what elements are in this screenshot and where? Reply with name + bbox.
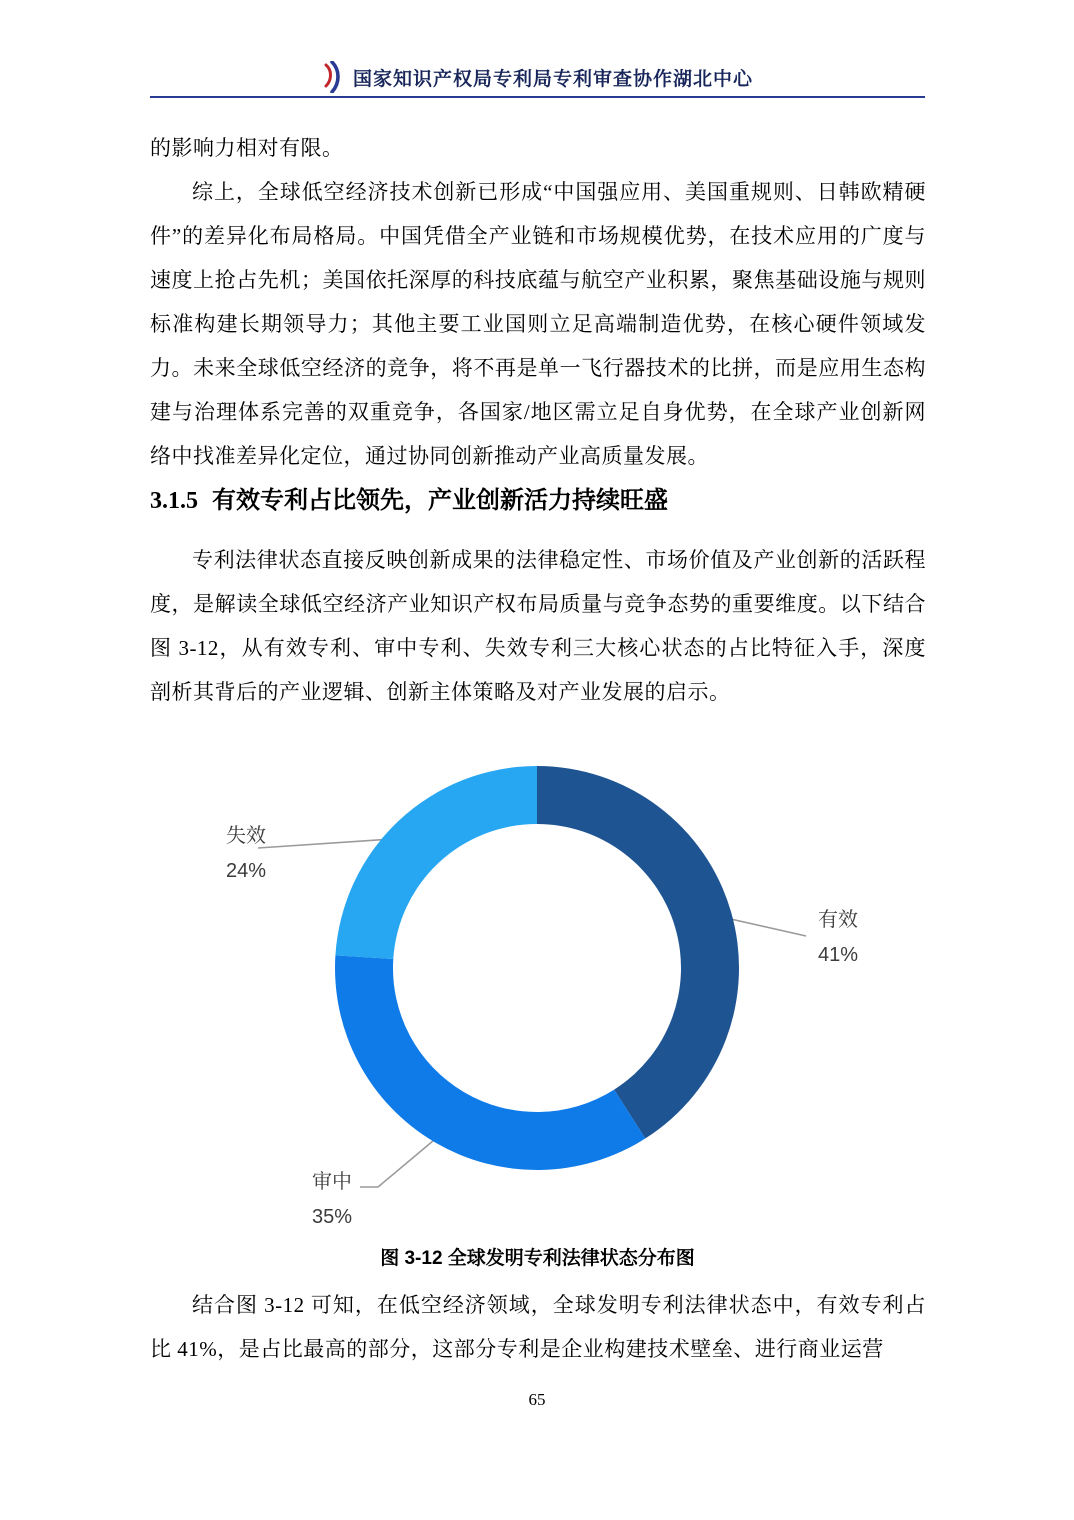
- slice-label-youxiao: [818, 903, 858, 973]
- slice-label-shenzhong: [312, 1165, 352, 1235]
- center-logo-icon: [322, 61, 341, 93]
- slice-label-youxiao-name: 有效: [818, 909, 858, 931]
- donut-slices: [335, 766, 739, 1170]
- slice-label-youxiao-pct: 41%: [818, 944, 859, 966]
- page-number: 65: [528, 1390, 546, 1409]
- section-title: 有效专利占比领先，产业创新活力持续旺盛: [212, 487, 668, 514]
- donut-slice-2: [335, 766, 537, 959]
- paragraph-2: 综上，全球低空经济技术创新已形成“中国强应用、美国重规则、日韩欧精硬件”的差异化布局格局。中国凭借全产业链和市场规模优势，在技术应用的广度与速度上抢占先机；美国依托深厚的科技底蕴与航空产业积累，聚焦基础设施与规则标准构建长期领导力；其他主要工业国则立足高端制造优势，在核心硬件领域发力。未来全球低空经济的竞争，将不再是单一飞行器技术的比拼，而是应用生态构建与治理体系完善的双重竞争，各国家/地区需立足自身优势，在全球产业创新网络中找准差异化定位，通过协同创新推动产业高质量发展。: [150, 180, 926, 468]
- figure-caption: 图 3-12 全球发明专利法律状态分布图: [380, 1248, 695, 1269]
- donut-chart-svg: [150, 735, 930, 1247]
- paragraph-3: 专利法律状态直接反映创新成果的法律稳定性、市场价值及产业创新的活跃程度，是解读全球低空经济产业知识产权布局质量与竞争态势的重要维度。以下结合图 3-12，从有效专利、审中专利、失效专利三大核心状态的占比特征入手，深度剖析其背后的产业逻辑、创新主体策略及对产业发展的启示。: [150, 548, 926, 704]
- donut-slice-1: [335, 955, 645, 1170]
- slice-label-shixiao-pct: 24%: [226, 860, 267, 882]
- donut-slice-0: [537, 766, 739, 1139]
- header-rule: [150, 96, 925, 98]
- slice-label-shenzhong-name: 审中: [312, 1171, 352, 1193]
- paragraph-1: 的影响力相对有限。: [150, 136, 344, 160]
- header-title: 国家知识产权局专利局专利审查协作湖北中心: [352, 68, 753, 90]
- slice-label-shixiao-name: 失效: [226, 825, 266, 847]
- slice-label-shixiao: [226, 819, 266, 889]
- page-header: [150, 60, 925, 94]
- section-number: 3.1.5: [150, 488, 198, 514]
- paragraph-4: 结合图 3-12 可知，在低空经济领域，全球发明专利法律状态中，有效专利占比 41%，是占比最高的部分，这部分专利是企业构建技术壁垒、进行商业运营: [150, 1293, 926, 1361]
- slice-label-shenzhong-pct: 35%: [312, 1206, 353, 1228]
- section-heading: [150, 480, 926, 515]
- donut-chart-figure: [150, 735, 930, 1247]
